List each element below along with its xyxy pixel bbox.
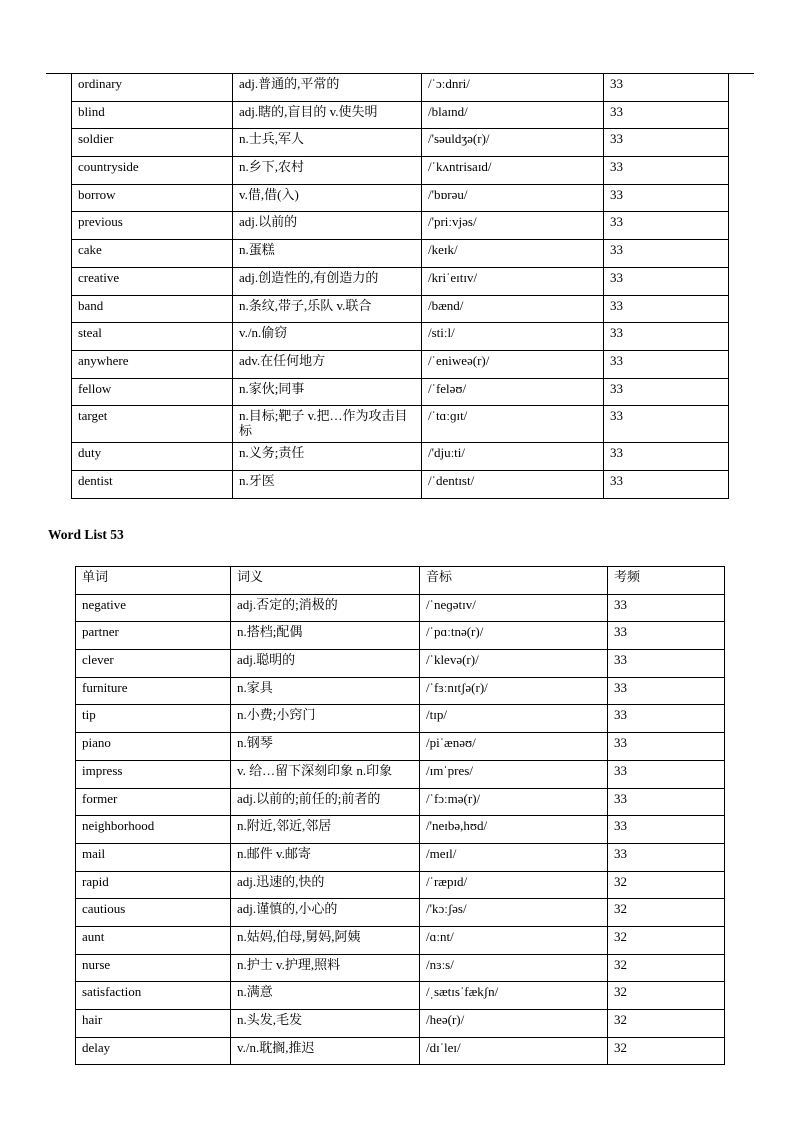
- table-row: [72, 74, 729, 102]
- word-cell: tip: [76, 705, 231, 733]
- word-cell: mail: [76, 843, 231, 871]
- table-row: [72, 378, 729, 406]
- phonetic-cell: /dɪˈleɪ/: [420, 1037, 608, 1065]
- phonetic-cell: /ˈpɑːtnə(r)/: [420, 622, 608, 650]
- table-row: [76, 982, 725, 1010]
- meaning-cell: adj.以前的: [233, 212, 422, 240]
- meaning-cell: adj.瞎的,盲目的 v.使失明: [233, 101, 422, 129]
- phonetic-cell: /tɪp/: [420, 705, 608, 733]
- phonetic-cell: /ˈɔːdnri/: [422, 74, 604, 102]
- meaning-cell: n.义务;责任: [233, 443, 422, 471]
- frequency-cell: 33: [604, 240, 729, 268]
- word-cell: anywhere: [72, 350, 233, 378]
- meaning-cell: n.乡下,农村: [233, 157, 422, 185]
- word-cell: clever: [76, 650, 231, 678]
- frequency-cell: 33: [604, 295, 729, 323]
- table-row: [76, 1010, 725, 1038]
- phonetic-cell: /bænd/: [422, 295, 604, 323]
- word-cell: furniture: [76, 677, 231, 705]
- meaning-cell: adj.谨慎的,小心的: [231, 899, 420, 927]
- table-row: [72, 267, 729, 295]
- frequency-cell: 33: [604, 470, 729, 498]
- frequency-cell: 33: [608, 733, 725, 761]
- phonetic-cell: /kriˈeɪtɪv/: [422, 267, 604, 295]
- frequency-cell: 33: [604, 323, 729, 351]
- phonetic-cell: /ˈeniweə(r)/: [422, 350, 604, 378]
- table-row: [72, 295, 729, 323]
- table-row: [76, 843, 725, 871]
- phonetic-cell: /ˈfeləʊ/: [422, 378, 604, 406]
- phonetic-cell: /keɪk/: [422, 240, 604, 268]
- frequency-cell: 33: [604, 212, 729, 240]
- phonetic-cell: /ˈræpɪd/: [420, 871, 608, 899]
- word-cell: ordinary: [72, 74, 233, 102]
- meaning-cell: n.护士 v.护理,照料: [231, 954, 420, 982]
- header-word: 单词: [76, 567, 231, 595]
- frequency-cell: 33: [608, 788, 725, 816]
- table-row: [76, 954, 725, 982]
- table-row: [76, 622, 725, 650]
- phonetic-cell: /'priːvjəs/: [422, 212, 604, 240]
- meaning-cell: n.条纹,带子,乐队 v.联合: [233, 295, 422, 323]
- word-cell: target: [72, 406, 233, 443]
- frequency-cell: 33: [604, 350, 729, 378]
- table-row: [76, 816, 725, 844]
- table-header-row: [76, 567, 725, 595]
- meaning-cell: adj.迅速的,快的: [231, 871, 420, 899]
- meaning-cell: n.目标;靶子 v.把…作为攻击目标: [233, 406, 422, 443]
- meaning-cell: v./n.偷窃: [233, 323, 422, 351]
- frequency-cell: 32: [608, 899, 725, 927]
- table-row: [72, 323, 729, 351]
- frequency-cell: 33: [608, 760, 725, 788]
- table-row: [72, 406, 729, 443]
- word-cell: cautious: [76, 899, 231, 927]
- table-row: [76, 733, 725, 761]
- frequency-cell: 33: [608, 650, 725, 678]
- header-meaning: 词义: [231, 567, 420, 595]
- table-row: [72, 157, 729, 185]
- meaning-cell: n.满意: [231, 982, 420, 1010]
- table-row: [76, 871, 725, 899]
- table-row: [76, 705, 725, 733]
- meaning-cell: n.家伙;同事: [233, 378, 422, 406]
- frequency-cell: 33: [608, 594, 725, 622]
- table-row: [76, 594, 725, 622]
- table-row: [76, 1037, 725, 1065]
- frequency-cell: 33: [608, 816, 725, 844]
- table-row: [76, 677, 725, 705]
- word-cell: nurse: [76, 954, 231, 982]
- meaning-cell: n.邮件 v.邮寄: [231, 843, 420, 871]
- table-row: [72, 350, 729, 378]
- word-cell: partner: [76, 622, 231, 650]
- table-row: [76, 788, 725, 816]
- word-cell: satisfaction: [76, 982, 231, 1010]
- word-cell: piano: [76, 733, 231, 761]
- word-cell: rapid: [76, 871, 231, 899]
- frequency-cell: 33: [604, 184, 729, 212]
- word-cell: blind: [72, 101, 233, 129]
- table-row: [76, 650, 725, 678]
- frequency-cell: 32: [608, 954, 725, 982]
- table-row: [72, 184, 729, 212]
- meaning-cell: n.家具: [231, 677, 420, 705]
- meaning-cell: n.牙医: [233, 470, 422, 498]
- phonetic-cell: /ˈfɔːmə(r)/: [420, 788, 608, 816]
- word-table-53: [75, 566, 725, 1065]
- word-table-continued: [71, 73, 729, 499]
- table-row: [72, 443, 729, 471]
- phonetic-cell: /ˈtɑːɡɪt/: [422, 406, 604, 443]
- phonetic-cell: /ˈfɜːnɪtʃə(r)/: [420, 677, 608, 705]
- meaning-cell: n.姑妈,伯母,舅妈,阿姨: [231, 926, 420, 954]
- table-row: [72, 101, 729, 129]
- frequency-cell: 32: [608, 982, 725, 1010]
- frequency-cell: 32: [608, 1037, 725, 1065]
- word-cell: negative: [76, 594, 231, 622]
- meaning-cell: n.钢琴: [231, 733, 420, 761]
- word-cell: hair: [76, 1010, 231, 1038]
- table-row: [72, 470, 729, 498]
- frequency-cell: 33: [604, 101, 729, 129]
- meaning-cell: adj.普通的,平常的: [233, 74, 422, 102]
- word-cell: fellow: [72, 378, 233, 406]
- meaning-cell: v.借,借(入): [233, 184, 422, 212]
- meaning-cell: n.士兵,军人: [233, 129, 422, 157]
- meaning-cell: n.附近,邻近,邻居: [231, 816, 420, 844]
- meaning-cell: v. 给…留下深刻印象 n.印象: [231, 760, 420, 788]
- meaning-cell: n.小费;小窍门: [231, 705, 420, 733]
- meaning-cell: adj.以前的;前任的;前者的: [231, 788, 420, 816]
- phonetic-cell: /meɪl/: [420, 843, 608, 871]
- word-cell: dentist: [72, 470, 233, 498]
- word-cell: delay: [76, 1037, 231, 1065]
- header-phonetic: 音标: [420, 567, 608, 595]
- table-row: [72, 212, 729, 240]
- meaning-cell: adj.否定的;消极的: [231, 594, 420, 622]
- word-cell: former: [76, 788, 231, 816]
- frequency-cell: 33: [608, 622, 725, 650]
- phonetic-cell: /stiːl/: [422, 323, 604, 351]
- phonetic-cell: /heə(r)/: [420, 1010, 608, 1038]
- phonetic-cell: /ˈkʌntrisaɪd/: [422, 157, 604, 185]
- phonetic-cell: /ˌsætɪsˈfækʃn/: [420, 982, 608, 1010]
- frequency-cell: 33: [604, 378, 729, 406]
- word-cell: previous: [72, 212, 233, 240]
- frequency-cell: 33: [608, 705, 725, 733]
- frequency-cell: 32: [608, 1010, 725, 1038]
- word-cell: cake: [72, 240, 233, 268]
- phonetic-cell: /piˈænəʊ/: [420, 733, 608, 761]
- phonetic-cell: /'neɪbə,hʊd/: [420, 816, 608, 844]
- word-cell: neighborhood: [76, 816, 231, 844]
- meaning-cell: adj.创造性的,有创造力的: [233, 267, 422, 295]
- frequency-cell: 33: [608, 843, 725, 871]
- table-row: [76, 760, 725, 788]
- phonetic-cell: /ɪmˈpres/: [420, 760, 608, 788]
- frequency-cell: 33: [604, 74, 729, 102]
- word-cell: borrow: [72, 184, 233, 212]
- phonetic-cell: /'səuldʒə(r)/: [422, 129, 604, 157]
- phonetic-cell: /ˈneɡətɪv/: [420, 594, 608, 622]
- frequency-cell: 32: [608, 926, 725, 954]
- word-cell: duty: [72, 443, 233, 471]
- frequency-cell: 33: [604, 267, 729, 295]
- word-cell: creative: [72, 267, 233, 295]
- phonetic-cell: /ɑːnt/: [420, 926, 608, 954]
- phonetic-cell: /ˈklevə(r)/: [420, 650, 608, 678]
- phonetic-cell: /ˈdentɪst/: [422, 470, 604, 498]
- word-table-53-body: [76, 594, 725, 1065]
- table-row: [72, 129, 729, 157]
- meaning-cell: adv.在任何地方: [233, 350, 422, 378]
- meaning-cell: n.蛋糕: [233, 240, 422, 268]
- table-row: [76, 899, 725, 927]
- header-frequency: 考频: [608, 567, 725, 595]
- phonetic-cell: /'kɔːʃəs/: [420, 899, 608, 927]
- frequency-cell: 33: [604, 406, 729, 443]
- meaning-cell: v./n.耽搁,推迟: [231, 1037, 420, 1065]
- phonetic-cell: /'djuːti/: [422, 443, 604, 471]
- word-list-title: Word List 53: [48, 527, 124, 542]
- word-cell: steal: [72, 323, 233, 351]
- frequency-cell: 32: [608, 871, 725, 899]
- frequency-cell: 33: [604, 129, 729, 157]
- phonetic-cell: /'bɒrəu/: [422, 184, 604, 212]
- word-cell: impress: [76, 760, 231, 788]
- table-row: [72, 240, 729, 268]
- frequency-cell: 33: [604, 443, 729, 471]
- word-cell: countryside: [72, 157, 233, 185]
- word-table-continued-body: [72, 74, 729, 499]
- meaning-cell: adj.聪明的: [231, 650, 420, 678]
- word-cell: soldier: [72, 129, 233, 157]
- meaning-cell: n.头发,毛发: [231, 1010, 420, 1038]
- frequency-cell: 33: [604, 157, 729, 185]
- table-row: [76, 926, 725, 954]
- phonetic-cell: /nɜːs/: [420, 954, 608, 982]
- frequency-cell: 33: [608, 677, 725, 705]
- word-cell: aunt: [76, 926, 231, 954]
- meaning-cell: n.搭档;配偶: [231, 622, 420, 650]
- word-cell: band: [72, 295, 233, 323]
- phonetic-cell: /blaɪnd/: [422, 101, 604, 129]
